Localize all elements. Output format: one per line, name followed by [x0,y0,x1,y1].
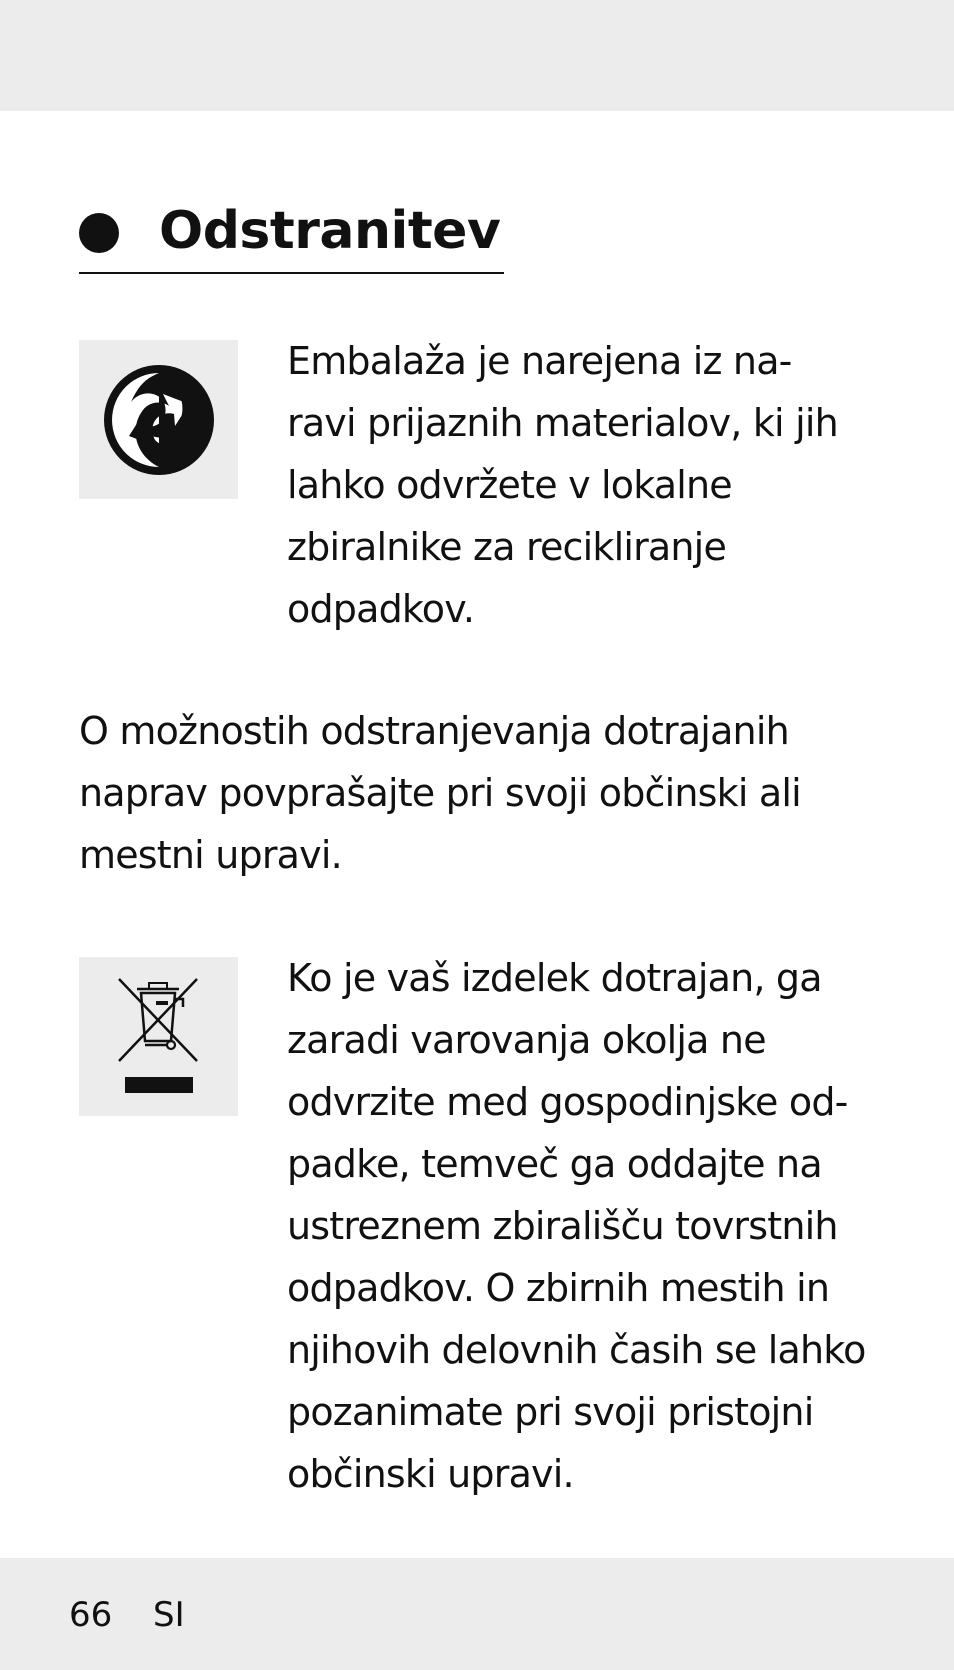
packaging-text: Embalaža je narejena iz na- ravi prijaznih materialov, ki jih lahko odvržete v lokalne zbiralnike za recikliranje odpadkov. [287,339,838,631]
disposal-info-text: O možnostih odstranjevanja dotrajanih naprav povprašajte pri svoji občinski ali mestni upravi. [79,709,801,877]
section-heading [79,196,504,274]
language-code: SI [153,1595,185,1635]
page-title: Odstranitev [159,201,501,261]
footer-band [0,1558,954,1670]
filled-circle-icon [79,213,119,253]
green-dot-recycling-icon [79,340,238,499]
weee-disposal-text: Ko je vaš izdelek dotrajan, ga zaradi varovanja okolja ne odvrzite med gospodinjske od- padke, temveč ga oddajte na ustreznem zbirališču tovrstnih odpadkov. O zbirnih mestih in njihovih delovnih časih se lahko pozanimate pri svoji pristojni občinski upravi. [287,956,866,1496]
crossed-out-wheelie-bin-icon [79,957,238,1116]
page-number: 66 [69,1595,113,1635]
header-band [0,0,954,111]
